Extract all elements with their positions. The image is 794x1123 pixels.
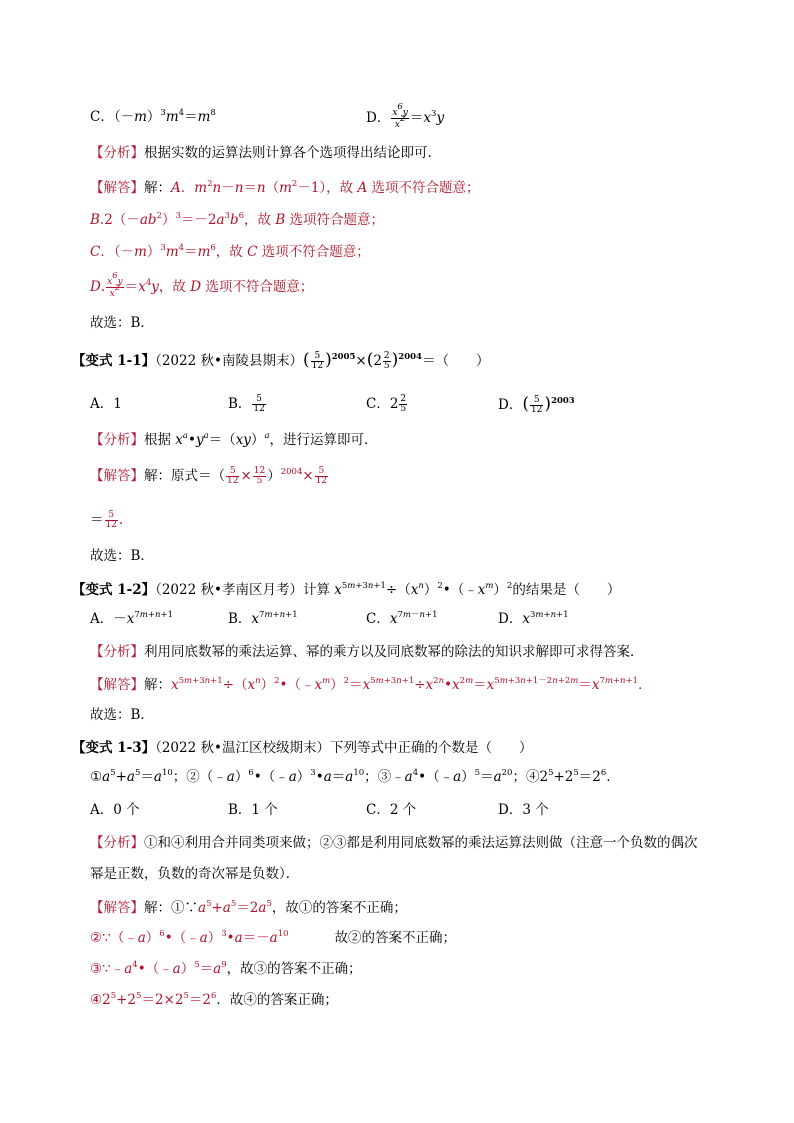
answer-4-2: $②\because(﹣a)^6•(﹣a)^3•a=-a^{10}$ 故②的答案不正确； — [90, 929, 457, 946]
variant-tag: 【变式 1-1】 — [72, 353, 156, 369]
variant-1-1-option-a: A．1 — [90, 396, 122, 412]
variant-1-2-option-d: D．$x^{3m+n+1}$ — [498, 610, 569, 627]
variant-question-text: 下列等式中正确的个数是（ ） — [329, 740, 533, 756]
variant-1-2-option-a: A．$-x^{7m+n+1}$ — [90, 610, 173, 627]
answer-1-d: D. $\frac{x^6y}{x^2}$ $=x^4y$，故 D 选项不符合题意； — [90, 271, 314, 299]
variant-1-3-option-c: C．2 个 — [366, 802, 417, 818]
analysis-tag: 【分析】 — [90, 145, 144, 161]
answer-1-c: C．$(-m)^3m^4=m^6$，故 C 选项不符合题意； — [90, 243, 370, 260]
variant-1-1-option-d: D．( $\frac{5}{12}$ )$^{2003}$ — [498, 394, 575, 415]
variant-1-3-option-a: A．0 个 — [90, 802, 140, 818]
analysis-tag: 【分析】 — [90, 644, 144, 660]
variant-source: （2022 秋•温江区校级期末） — [155, 740, 330, 756]
option-d-previous: D． $\frac{x^6y}{x^2}$ $=x^3y$ — [366, 102, 445, 130]
option-c-previous: C．$(-m)^3m^4=m^8$ — [90, 108, 216, 125]
variant-1-1-question: 【变式 1-1】（2022 秋•南陵县期末）( $\frac{5}{12}$ )$^{2005}$×(2 $\frac{2}{5}$ )$^{2004}$＝（ ） — [72, 350, 490, 371]
variant-1-3-question — [72, 738, 532, 758]
answer-3: 【解答】解：$x^{5m+3n+1}\div(x^n)^2•(﹣x^m)^2=x^{5m+3n+1}\div x^{2n}•x^{2m}=x^{5m+3n+1-2n+2m}=x^{7m+n+1}$． — [90, 676, 652, 693]
answer-1-b: $B.2(-ab^2)^3=-2a^3b^6$，故 B 选项符合题意； — [90, 211, 385, 228]
variant-1-3-option-d: D．3 个 — [498, 802, 549, 818]
variant-tag: 【变式 1-3】 — [72, 740, 156, 756]
variant-1-1-option-b: B． $\frac{5}{12}$ — [228, 394, 265, 414]
variant-1-1-option-c: C．2 $\frac{2}{5}$ — [366, 394, 407, 414]
analysis-4-line-1 — [90, 833, 698, 853]
answer-4-1: 【解答】解：$①\because a^5+a^5=2a^5$，故①的答案不正确； — [90, 899, 407, 916]
answer-1-a: 【解答】解：A．$m^2n-n=n(m^2-1)$，故 A 选项不符合题意； — [90, 179, 480, 196]
analysis-text: 利用同底数幂的乘法运算、幂的乘方以及同底数幂的除法的知识求解即可求得答案． — [144, 644, 644, 660]
answer-4-4: $④2^5+2^5=2\times 2^5=2^6$．故④的答案正确； — [90, 991, 338, 1008]
choose-2: 故选：B． — [90, 548, 154, 564]
answer-2: 【解答】解：原式＝（ $\frac{5}{12}$ × $\frac{12}{5}$ ）$^{2004}$× $\frac{5}{12}$ — [90, 466, 328, 486]
analysis-3 — [90, 642, 644, 662]
analysis-text: 根据实数的运算法则计算各个选项得出结论即可． — [144, 145, 441, 161]
analysis-1 — [90, 143, 441, 163]
analysis-4-line-2: 幂是正数，负数的奇次幂是负数）． — [90, 866, 300, 882]
variant-1-2-option-b: B．$x^{7m+n+1}$ — [228, 610, 298, 627]
choose-3: 故选：B． — [90, 707, 154, 723]
variant-1-2-option-c: C．$x^{7m-n+1}$ — [366, 610, 438, 627]
variant-1-3-equations: $①a^5+a^5=a^{10}$；$②(﹣a)^6•(﹣a)^3•a=a^{10}$；$③﹣a^4•(﹣a)^5=a^{20}$；$④2^5+2^5=2^6$． — [90, 768, 620, 785]
analysis-tag: 【分析】 — [90, 835, 144, 851]
variant-1-3-option-b: B．1 个 — [228, 802, 278, 818]
analysis-text: ①和④利用合并同类项来做；②③都是利用同底数幂的乘法运算法则做（注意一个负数的偶次 — [144, 835, 698, 851]
analysis-2: 【分析】根据 $x^a•y^a=(xy)^a$，进行运算即可． — [90, 431, 378, 448]
variant-1-2-question: 【变式 1-2】（2022 秋•孝南区月考）计算 $x^{5m+3n+1}\div(x^n)^2•(﹣x^m)^2$的结果是（ ） — [72, 581, 621, 598]
choose-1: 故选：B． — [90, 315, 154, 331]
answer-2-result: ＝ $\frac{5}{12}$ . — [90, 510, 124, 530]
answer-4-3: $③\because﹣a^4•(﹣a)^5=a^9$，故③的答案不正确； — [90, 960, 362, 977]
